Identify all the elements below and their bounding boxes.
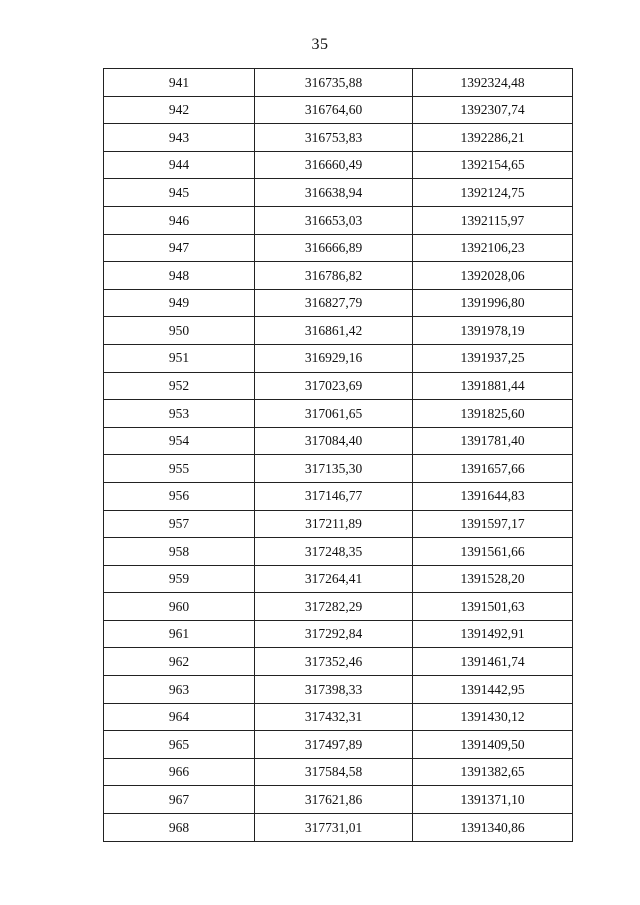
point-number-cell: 959 (104, 565, 255, 593)
y-coordinate-cell: 1391597,17 (413, 510, 573, 538)
x-coordinate-cell: 317264,41 (255, 565, 413, 593)
y-coordinate-cell: 1391528,20 (413, 565, 573, 593)
point-number-cell: 960 (104, 593, 255, 621)
x-coordinate-cell: 317731,01 (255, 814, 413, 842)
x-coordinate-cell: 317023,69 (255, 372, 413, 400)
point-number-cell: 944 (104, 151, 255, 179)
point-number-cell: 963 (104, 676, 255, 704)
x-coordinate-cell: 316638,94 (255, 179, 413, 207)
point-number-cell: 945 (104, 179, 255, 207)
table-row (104, 96, 573, 124)
point-number-cell: 964 (104, 703, 255, 731)
y-coordinate-cell: 1392307,74 (413, 96, 573, 124)
point-number-cell: 954 (104, 427, 255, 455)
y-coordinate-cell: 1391657,66 (413, 455, 573, 483)
x-coordinate-cell: 317135,30 (255, 455, 413, 483)
point-number-cell: 966 (104, 758, 255, 786)
x-coordinate-cell: 317432,31 (255, 703, 413, 731)
x-coordinate-cell: 316660,49 (255, 151, 413, 179)
table-row (104, 565, 573, 593)
x-coordinate-cell: 317584,58 (255, 758, 413, 786)
point-number-cell: 947 (104, 234, 255, 262)
point-number-cell: 968 (104, 814, 255, 842)
table-row (104, 648, 573, 676)
x-coordinate-cell: 316666,89 (255, 234, 413, 262)
x-coordinate-cell: 317621,86 (255, 786, 413, 814)
table-row (104, 620, 573, 648)
point-number-cell: 943 (104, 124, 255, 152)
point-number-cell: 946 (104, 206, 255, 234)
x-coordinate-cell: 316735,88 (255, 69, 413, 97)
y-coordinate-cell: 1391644,83 (413, 482, 573, 510)
table-row (104, 179, 573, 207)
table-row (104, 703, 573, 731)
table-row (104, 317, 573, 345)
point-number-cell: 962 (104, 648, 255, 676)
y-coordinate-cell: 1391371,10 (413, 786, 573, 814)
y-coordinate-cell: 1391382,65 (413, 758, 573, 786)
x-coordinate-cell: 317061,65 (255, 400, 413, 428)
y-coordinate-cell: 1391881,44 (413, 372, 573, 400)
table-row (104, 482, 573, 510)
table-row (104, 455, 573, 483)
x-coordinate-cell: 317497,89 (255, 731, 413, 759)
x-coordinate-cell: 316786,82 (255, 262, 413, 290)
table-row (104, 538, 573, 566)
point-number-cell: 953 (104, 400, 255, 428)
y-coordinate-cell: 1391501,63 (413, 593, 573, 621)
y-coordinate-cell: 1391461,74 (413, 648, 573, 676)
x-coordinate-cell: 316764,60 (255, 96, 413, 124)
y-coordinate-cell: 1391978,19 (413, 317, 573, 345)
x-coordinate-cell: 316827,79 (255, 289, 413, 317)
table-row (104, 234, 573, 262)
y-coordinate-cell: 1391409,50 (413, 731, 573, 759)
x-coordinate-cell: 316861,42 (255, 317, 413, 345)
table-row (104, 593, 573, 621)
point-number-cell: 965 (104, 731, 255, 759)
table-row (104, 124, 573, 152)
x-coordinate-cell: 317352,46 (255, 648, 413, 676)
point-number-cell: 941 (104, 69, 255, 97)
table-row (104, 676, 573, 704)
table-row (104, 758, 573, 786)
point-number-cell: 958 (104, 538, 255, 566)
y-coordinate-cell: 1392115,97 (413, 206, 573, 234)
point-number-cell: 961 (104, 620, 255, 648)
y-coordinate-cell: 1391442,95 (413, 676, 573, 704)
point-number-cell: 949 (104, 289, 255, 317)
y-coordinate-cell: 1392106,23 (413, 234, 573, 262)
table-row (104, 69, 573, 97)
table-row (104, 786, 573, 814)
y-coordinate-cell: 1391781,40 (413, 427, 573, 455)
point-number-cell: 951 (104, 344, 255, 372)
table-row (104, 262, 573, 290)
y-coordinate-cell: 1391492,91 (413, 620, 573, 648)
x-coordinate-cell: 316653,03 (255, 206, 413, 234)
y-coordinate-cell: 1392286,21 (413, 124, 573, 152)
table-row (104, 731, 573, 759)
x-coordinate-cell: 317084,40 (255, 427, 413, 455)
table-row (104, 206, 573, 234)
x-coordinate-cell: 316929,16 (255, 344, 413, 372)
x-coordinate-cell: 317211,89 (255, 510, 413, 538)
x-coordinate-cell: 317398,33 (255, 676, 413, 704)
table-row (104, 427, 573, 455)
table-row (104, 289, 573, 317)
point-number-cell: 942 (104, 96, 255, 124)
y-coordinate-cell: 1392124,75 (413, 179, 573, 207)
y-coordinate-cell: 1391561,66 (413, 538, 573, 566)
y-coordinate-cell: 1392028,06 (413, 262, 573, 290)
table-row (104, 814, 573, 842)
y-coordinate-cell: 1391430,12 (413, 703, 573, 731)
table-row (104, 372, 573, 400)
x-coordinate-cell: 317282,29 (255, 593, 413, 621)
coordinates-table (103, 68, 573, 842)
y-coordinate-cell: 1391996,80 (413, 289, 573, 317)
point-number-cell: 957 (104, 510, 255, 538)
table-row (104, 400, 573, 428)
coordinates-table-body (104, 69, 573, 842)
y-coordinate-cell: 1392324,48 (413, 69, 573, 97)
y-coordinate-cell: 1391937,25 (413, 344, 573, 372)
x-coordinate-cell: 317146,77 (255, 482, 413, 510)
point-number-cell: 950 (104, 317, 255, 345)
table-row (104, 510, 573, 538)
point-number-cell: 967 (104, 786, 255, 814)
x-coordinate-cell: 317248,35 (255, 538, 413, 566)
page-number: 35 (311, 36, 329, 53)
x-coordinate-cell: 316753,83 (255, 124, 413, 152)
point-number-cell: 955 (104, 455, 255, 483)
x-coordinate-cell: 317292,84 (255, 620, 413, 648)
table-row (104, 344, 573, 372)
y-coordinate-cell: 1391825,60 (413, 400, 573, 428)
table-row (104, 151, 573, 179)
point-number-cell: 952 (104, 372, 255, 400)
y-coordinate-cell: 1391340,86 (413, 814, 573, 842)
y-coordinate-cell: 1392154,65 (413, 151, 573, 179)
point-number-cell: 956 (104, 482, 255, 510)
point-number-cell: 948 (104, 262, 255, 290)
